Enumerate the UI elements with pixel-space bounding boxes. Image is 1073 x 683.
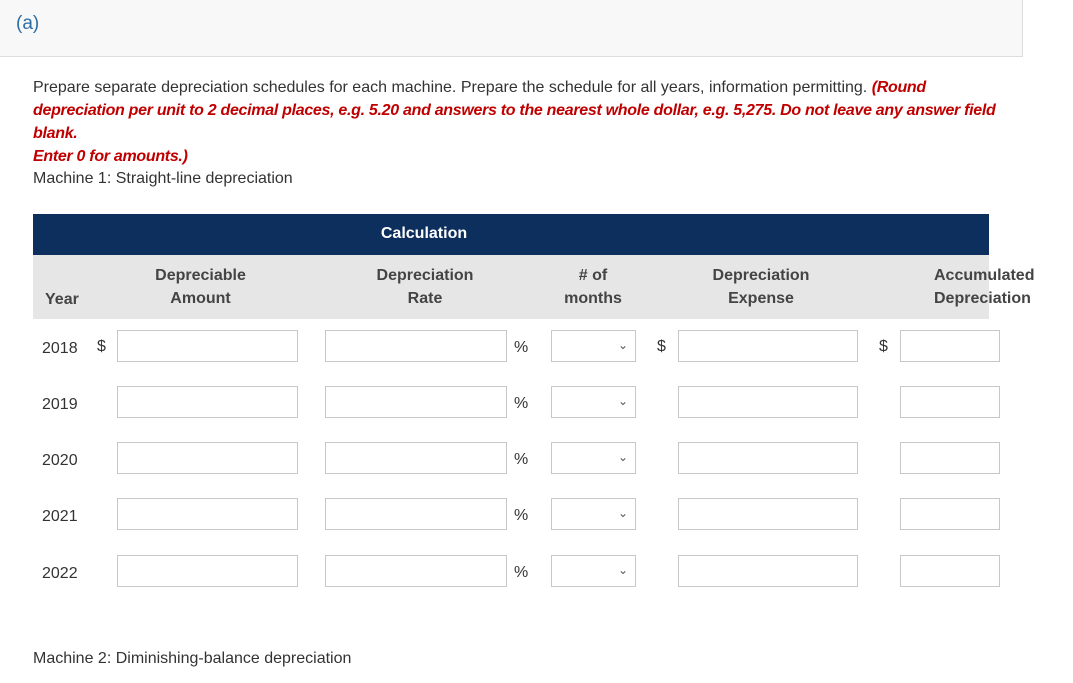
table-row [33,330,989,370]
chevron-down-icon: ⌄ [617,506,628,520]
instructions-text: Prepare separate depreciation schedules for each machine. Prepare the schedule for all years, information permitting. [33,79,868,96]
depreciation-expense-input[interactable] [678,330,858,362]
months-select[interactable] [551,498,636,530]
accumulated-depreciation-input[interactable] [900,498,1000,530]
months-select[interactable] [551,442,636,474]
accumulated-depreciation-input[interactable] [900,442,1000,474]
depreciation-rate-input[interactable] [325,386,507,418]
rounding-note-1: (Round [871,79,926,96]
months-select[interactable] [551,555,636,587]
chevron-down-icon: ⌄ [617,563,628,577]
depreciation-rate-header: Depreciation Rate [376,267,474,307]
year-header: Year [45,291,79,308]
chevron-down-icon: ⌄ [617,450,628,464]
machine1-title: Machine 1: Straight-line depreciation [33,170,293,187]
dollar-sign: $ [97,338,106,355]
percent-sign: % [514,395,529,412]
depreciation-schedule-table [33,214,1035,604]
calculation-header: Calculation [380,225,468,242]
table-row [33,442,989,482]
depreciable-amount-header: Depreciable Amount [155,267,246,307]
rounding-note-3: Enter 0 for amounts.) [33,148,188,165]
dollar-sign: $ [879,338,888,355]
year-label: 2020 [42,452,78,469]
instructions [33,76,1003,168]
year-label: 2021 [42,508,78,525]
depreciable-amount-input[interactable] [117,386,298,418]
percent-sign: % [514,451,529,468]
depreciation-expense-input[interactable] [678,555,858,587]
part-header [0,0,1023,57]
depreciable-amount-input[interactable] [117,555,298,587]
depreciation-rate-input[interactable] [325,330,507,362]
calculation-header-bar [33,214,989,255]
depreciation-expense-input[interactable] [678,386,858,418]
accumulated-depreciation-header: Accumulated Depreciation [934,267,1035,307]
dollar-sign: $ [657,338,666,355]
accumulated-depreciation-input[interactable] [900,555,1000,587]
accumulated-depreciation-input[interactable] [900,386,1000,418]
depreciable-amount-input[interactable] [117,330,298,362]
depreciation-expense-input[interactable] [678,442,858,474]
year-label: 2018 [42,340,78,357]
percent-sign: % [514,564,529,581]
chevron-down-icon: ⌄ [617,394,628,408]
table-row [33,555,989,595]
depreciation-rate-input[interactable] [325,498,507,530]
percent-sign: % [514,507,529,524]
months-header: # of months [564,267,622,307]
depreciation-rate-input[interactable] [325,555,507,587]
year-label: 2022 [42,565,78,582]
table-row [33,498,989,538]
depreciable-amount-input[interactable] [117,442,298,474]
column-header-row [33,255,1035,319]
year-label: 2019 [42,396,78,413]
rounding-note-2: depreciation per unit to 2 decimal places, e.g. 5.20 and answers to the nearest whole dollar, e.g. 5,275. Do not leave any answer field blank. [33,102,996,142]
months-select[interactable] [551,330,636,362]
table-row [33,386,989,426]
depreciation-rate-input[interactable] [325,442,507,474]
chevron-down-icon: ⌄ [617,338,628,352]
accumulated-depreciation-input[interactable] [900,330,1000,362]
machine2-title: Machine 2: Diminishing-balance depreciation [33,650,352,667]
percent-sign: % [514,339,529,356]
depreciation-expense-input[interactable] [678,498,858,530]
months-select[interactable] [551,386,636,418]
part-label: (a) [16,13,40,34]
depreciation-expense-header: Depreciation Expense [712,267,810,307]
depreciable-amount-input[interactable] [117,498,298,530]
